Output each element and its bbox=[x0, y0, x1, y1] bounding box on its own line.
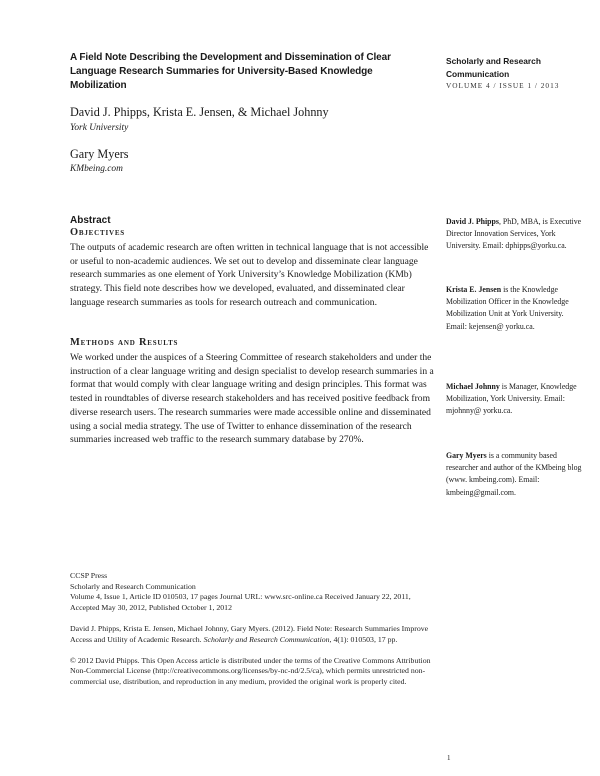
citation-text: David J. Phipps, Krista E. Jensen, Michael Johnny, Gary Myers. (2012). Field Note: Research Summaries Improve Access and Utility of Academic Research. bbox=[70, 623, 429, 644]
journal-name: Scholarly and Research Communication bbox=[446, 56, 541, 79]
author-affiliation: KMbeing.com bbox=[70, 164, 123, 174]
publication-footer bbox=[70, 571, 440, 698]
author-note-text: is the Knowledge Mobilization Officer in the Knowledge Mobilization Unit at York University. Email: kejensen@ yorku.ca. bbox=[446, 285, 569, 331]
author-note-name: Krista E. Jensen bbox=[446, 285, 502, 294]
author-note bbox=[446, 450, 584, 499]
article-title: A Field Note Describing the Development and Dissemination of Clear Language Research Summaries for University-Based Knowledge Mobilization bbox=[70, 52, 391, 91]
author-note bbox=[446, 284, 584, 333]
author-note bbox=[446, 381, 584, 418]
citation-journal: Scholarly and Research Communication, bbox=[203, 634, 332, 644]
page-number: 1 bbox=[447, 754, 451, 762]
author-affiliation: York University bbox=[70, 123, 129, 133]
objectives-paragraph: The outputs of academic research are often written in technical language that is not accessible or useful to non-academic audiences. We set out to develop and disseminate clear language research summaries as one element of York University’s Knowledge Mobilization (KMb) strategy. This field note describes how we developed, evaluated, and disseminated clear language research summaries as tools for research outreach and communication. bbox=[70, 242, 429, 308]
citation bbox=[70, 624, 440, 645]
author-note bbox=[446, 216, 584, 253]
publication-info: Volume 4, Issue 1, Article ID 010503, 17 pages Journal URL: www.src-online.ca Received January 22, 2011, Accepted May 30, 2012, Published October 1, 2012 bbox=[70, 592, 411, 612]
license-text: © 2012 David Phipps. This Open Access article is distributed under the terms of the Creative Commons Attribution Non-Commercial License (http://creativecommons.org/licenses/by-nc-nd/2.5/ca), which permits unrestricted non-commercial use, distribution, and reproduction in any medium, provided the original work is properly cited. bbox=[70, 655, 431, 686]
author-names: David J. Phipps, Krista E. Jensen, & Michael Johnny bbox=[70, 105, 329, 119]
author-note-name: David J. Phipps bbox=[446, 217, 499, 226]
author-note-text: is Manager, Knowledge Mobilization, York University. Email: mjohnny@ yorku.ca. bbox=[446, 382, 577, 416]
author-note-text: is a community based researcher and author of the KMbeing blog (www. kmbeing.com). Email: kmbeing@gmail.com. bbox=[446, 451, 582, 497]
journal-volume: VOLUME 4 / ISSUE 1 / 2013 bbox=[446, 81, 560, 90]
methods-results-paragraph: We worked under the auspices of a Steering Committee of research stakeholders and under the instruction of a clear language writing and design specialist to develop research summaries in a format that would comply with clear language writing and design principles. This format was tested in roundtables of diverse research stakeholders and has received positive feedback from diverse research users. The research summaries were made accessible online and disseminated using a social media strategy. The use of Twitter to enhance dissemination of the research summaries increased web traffic to the research summary database by 270%. bbox=[70, 352, 434, 446]
author-note-name: Michael Johnny bbox=[446, 382, 500, 391]
author-note-name: Gary Myers bbox=[446, 451, 487, 460]
author-names: Gary Myers bbox=[70, 147, 129, 161]
citation-end: 4(1): 010503, 17 pp. bbox=[331, 634, 398, 644]
section-heading-methods-results: Methods and Results bbox=[70, 337, 179, 348]
author-note-text: , PhD, MBA, is Executive Director Innovation Services, York University. Email: dphipps@yorku.ca. bbox=[446, 217, 582, 251]
abstract-heading: Abstract bbox=[70, 215, 111, 226]
section-heading-objectives: Objectives bbox=[70, 227, 125, 238]
footer-journal: Scholarly and Research Communication bbox=[70, 581, 196, 591]
publisher: CCSP Press bbox=[70, 571, 108, 580]
